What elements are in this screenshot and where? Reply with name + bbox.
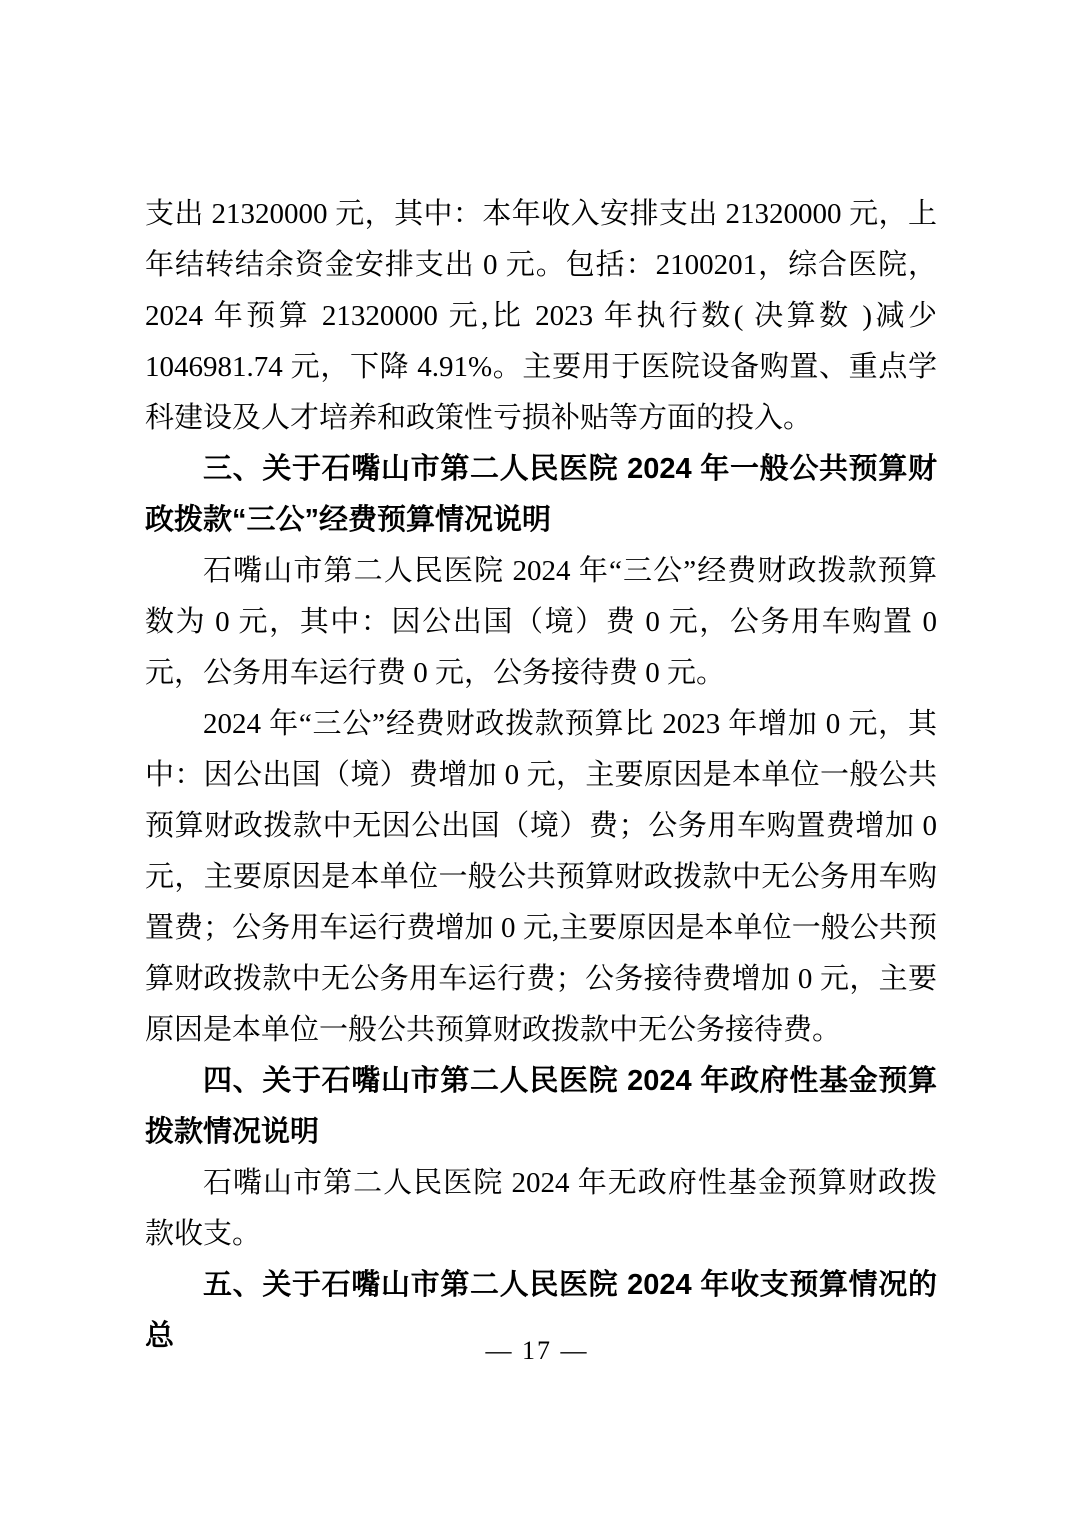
page-number: — 17 —: [485, 1336, 589, 1365]
paragraph-three-public-budget: 石嘴山市第二人民医院 2024 年“三公”经费财政拨款预算数为 0 元，其中：因公出国（境）费 0 元，公务用车购置 0 元，公务用车运行费 0 元，公务接待费 0 元。: [145, 555, 937, 689]
paragraph-three-public-change: 2024 年“三公”经费财政拨款预算比 2023 年增加 0 元，其中：因公出国（境）费增加 0 元，主要原因是本单位一般公共预算财政拨款中无因公出国（境）费；公务用车购置费增加 0 元，主要原因是本单位一般公共预算财政拨款中无公务用车购置费；公务用车运行费增加 0 元,主要原因是本单位一般公共预算财政拨款中无公务用车运行费；公务接待费增加 0 元，主要原因是本单位一般公共预算财政拨款中无公务接待费。: [145, 708, 937, 1046]
document-body: [145, 189, 937, 1362]
paragraph-expenditure-detail: 支出 21320000 元，其中：本年收入安排支出 21320000 元，上年结转结余资金安排支出 0 元。包括：2100201，综合医院，2024 年预算 21320000 元,比 2023 年执行数( 决算数 )减少 1046981.74 元，下降 4.91%。主要用于医院设备购置、重点学科建设及人才培养和政策性亏损补贴等方面的投入。: [145, 198, 937, 434]
paragraph-government-fund: 石嘴山市第二人民医院 2024 年无政府性基金预算财政拨款收支。: [145, 1167, 937, 1250]
heading-section-three: 三、关于石嘴山市第二人民医院 2024 年一般公共预算财政拨款“三公”经费预算情况说明: [145, 453, 937, 536]
heading-section-four: 四、关于石嘴山市第二人民医院 2024 年政府性基金预算拨款情况说明: [145, 1065, 937, 1148]
heading-section-five: 五、关于石嘴山市第二人民医院 2024 年收支预算情况的总: [145, 1269, 937, 1352]
